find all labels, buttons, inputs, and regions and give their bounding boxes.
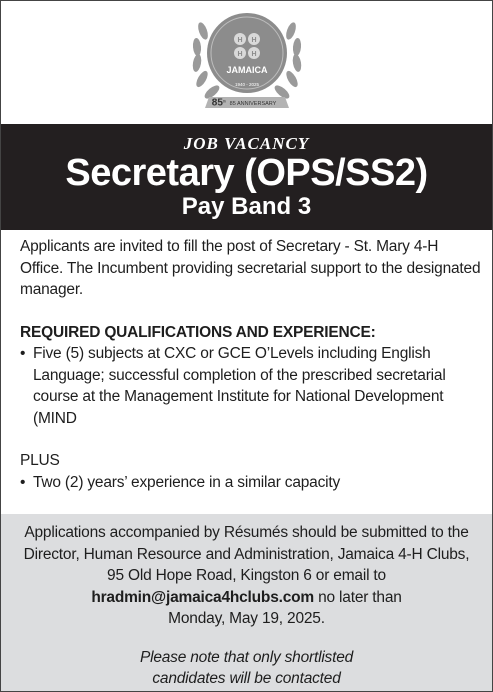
requirements-heading: REQUIRED QUALIFICATIONS AND EXPERIENCE: — [20, 323, 376, 341]
footer-line: Applications accompanied by Résumés should be submitted to the — [24, 524, 469, 541]
job-title: Secretary (OPS/SS2) — [65, 152, 428, 194]
footer-line: 95 Old Hope Road, Kingston 6 or email to — [107, 567, 386, 584]
shortlist-note: candidates will be contacted — [152, 670, 341, 687]
footer-line: Director, Human Resource and Administration, Jamaica 4-H Clubs, — [23, 545, 470, 563]
deadline: Monday, May 19, 2025. — [168, 610, 325, 627]
svg-text:H: H — [250, 37, 257, 44]
list-item — [20, 472, 482, 494]
vacancy-details — [1, 230, 492, 493]
application-instructions — [1, 514, 492, 691]
logo-years: 1940 - 2025 — [234, 82, 259, 87]
bullet-icon: • — [20, 473, 26, 491]
after-email-text: no later than — [314, 588, 402, 606]
logo-name: JAMAICA — [225, 65, 268, 75]
logo-anniversary: 85 ANNIVERSARY — [229, 101, 276, 107]
requirement-text: Five (5) subjects at CXC or GCE O’Levels including English Language; successful completion of the prescribed secretarial course at the Management Institute for National Development (MIND — [33, 345, 446, 427]
svg-text:H: H — [236, 37, 243, 44]
email-line — [1, 587, 492, 609]
svg-text:H: H — [236, 51, 243, 58]
svg-text:H: H — [250, 51, 257, 58]
list-item — [20, 343, 482, 429]
pay-band: Pay Band 3 — [181, 193, 312, 220]
logo-area — [1, 1, 492, 124]
vacancy-banner — [1, 124, 492, 230]
job-vacancy-kicker: JOB VACANCY — [183, 134, 310, 153]
intro-paragraph: Applicants are invited to fill the post of Secretary - St. Mary 4-H Office. The Incumbent providing secretarial support to the designated manager. — [20, 238, 481, 298]
svg-text:85th: 85th — [211, 97, 226, 109]
shortlist-note: Please note that only shortlisted — [139, 648, 354, 666]
logo-anniversary-sup: th — [222, 98, 226, 104]
jamaica-4h-85th-anniversary-logo — [185, 1, 309, 119]
bullet-icon: • — [20, 345, 26, 362]
email-link[interactable]: hradmin@jamaica4hclubs.com — [91, 588, 314, 606]
experience-text: Two (2) years’ experience in a similar capacity — [33, 473, 341, 491]
plus-heading: PLUS — [20, 452, 60, 469]
